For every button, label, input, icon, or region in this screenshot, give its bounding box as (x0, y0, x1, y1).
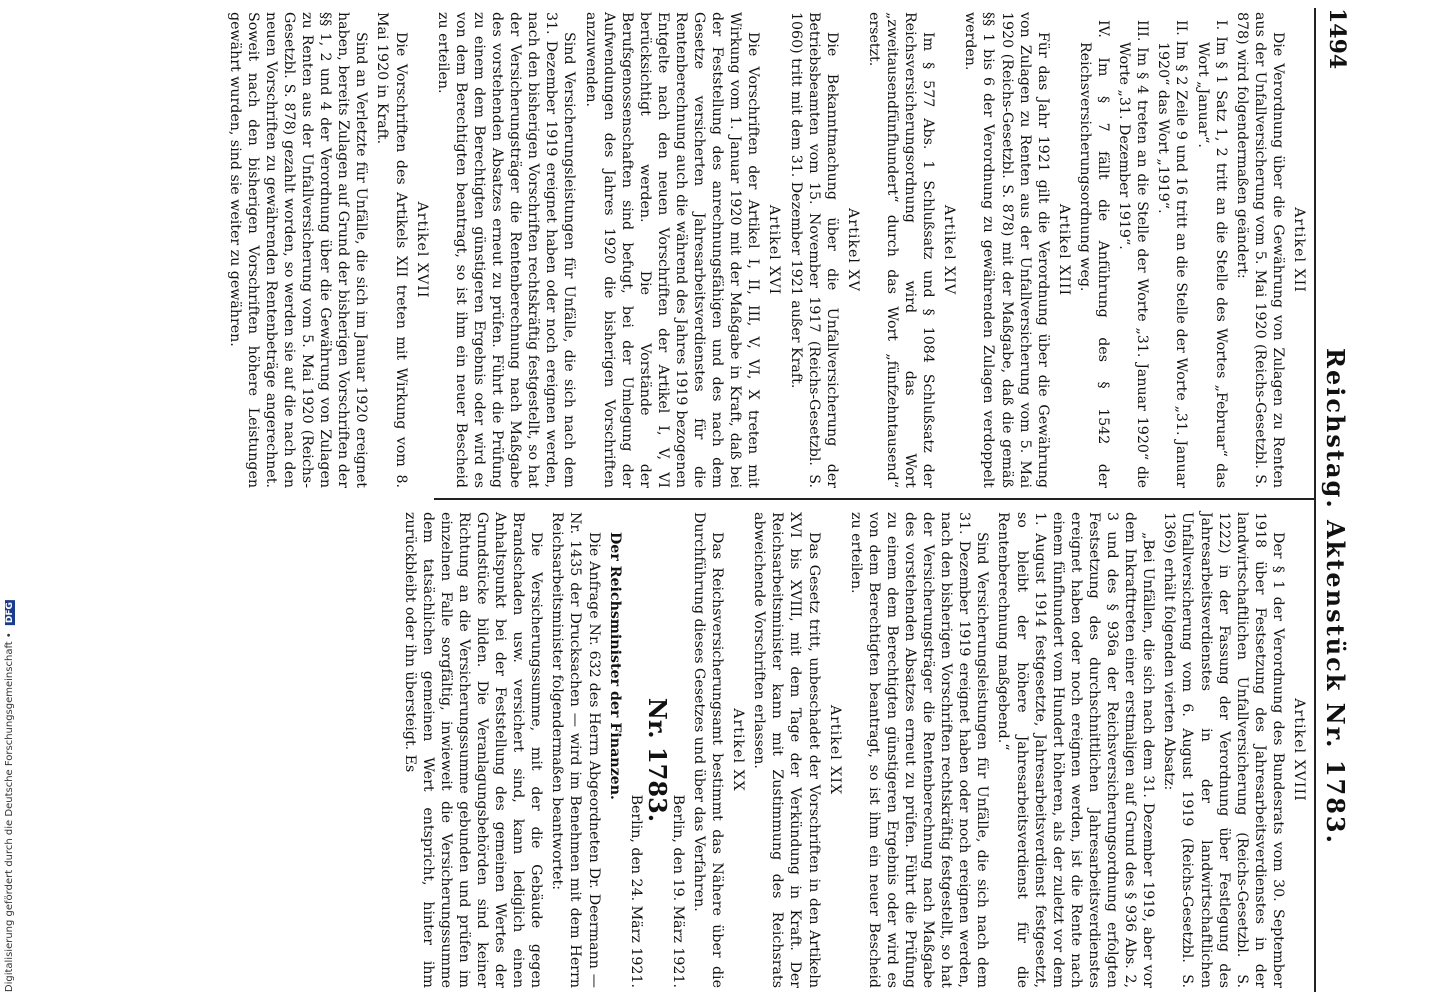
paragraph: „Bei Unfällen, die sich nach dem 31. Dezember 1919, aber vor dem Inkrafttreten einer erstmaligen auf Grund des § 936 Abs. 2, 3 und des § 936a der Reichsversicherungsordnung erfolgten Festsetzung des durchschnittlichen Jahresarbeitsverdienstes ereignet haben oder noch ereignen werden, ist die Rente nach einem fünfhundert vom Hundert höheren, als der zuletzt vor dem 1. August 1914 festgesetzte, Jahresarbeitsverdienst festgesetzt, so bleibt der höhere Jahresarbeitsverdienst für die Rentenberechnung maßgebend.“ (995, 512, 1157, 988)
paragraph: Sind an Verletzte für Unfälle, die sich im Januar 1920 ereignet haben, bereits Zulagen auf Grund der bisherigen Vorschriften der §§ 1, 2 und 4 der Verordnung über die Gewährung von Zulagen zu Renten aus der Unfallversicherung vom 5. Mai 1920 (Reichs-Gesetzbl. S. 878) gezahlt worden, so werden sie auf die nach den neuen Vorschriften zu gewährenden Rentenbeträge angerechnet. Soweit nach den bisherigen Vorschriften höhere Leistungen gewährt wurden, sind sie weiter zu gewähren. (226, 12, 370, 488)
left-column (223, 12, 1308, 488)
paragraph: Für das Jahr 1921 gilt die Verordnung über die Gewährung von Zulagen zu Renten aus der Unfallversicherung vom 5. Mai 1920 (Reichs-Gesetzbl. S. 878) mit der Maßgabe, daß die gemäß §§ 1 bis 6 der Verordnung zu gewährenden Zulagen verdoppelt werden. (962, 12, 1051, 488)
dateline: Berlin, den 24. März 1921. (627, 794, 644, 988)
paragraph: Die Bekanntmachung über die Unfallversicherung der Betriebsbeamten vom 15. November 1917 (Reichs-Gesetzbl. S. 1060) tritt mit dem 31. Dezember 1921 außer Kraft. (787, 12, 840, 488)
article-heading: Artikel XIV (941, 204, 958, 296)
article-heading: Artikel XV (844, 208, 861, 292)
column-divider (434, 498, 1314, 500)
digitization-text: Digitalisierung gefördert durch die Deutsche Forschungsgemeinschaft • (4, 632, 15, 992)
paragraph: Im § 577 Abs. 1 Schlußsatz und § 1084 Schlußsatz der Reichsversicherungsordnung wird das Wort „zweitausendfünfhundert“ durch das Wort „fünfzehntausend“ ersetzt. (865, 12, 937, 488)
article-heading: Artikel XX (730, 708, 747, 792)
paragraph: Das Gesetz tritt, unbeschadet der Vorschriften in den Artikeln XVI bis XVIII, mit dem Tage der Verkündung in Kraft. Der Reichsarbeitsminister kann mit Zustimmung des Reichsrats abweichende Vorschriften erlassen. (751, 512, 822, 988)
paragraph: Die Vorschriften der Artikel I, II, III, V, VI, X treten mit Wirkung vom 1. Januar 1920 mit der Maßgabe in Kraft, daß bei der Feststellung des anrechnungsfähigen und des nach dem Gesetze versicherten Jahresarbeitsverdienstes für die Rentenberechnung auch die während des Jahres 1919 bezogenen Entgelte nach den neuen Vorschriften der Artikel I, V, VI berücksichtigt werden. Die Vorstände der Berufsgenossenschaften sind befugt, bei der Umlegung der Aufwendungen des Jahres 1920 die bisherigen Vorschriften anzuwenden. (582, 12, 762, 488)
dateline: Berlin, den 19. März 1921. (669, 794, 686, 988)
header-rule (1314, 8, 1316, 992)
article-heading: Artikel XVI (766, 204, 783, 296)
paragraph: Sind Versicherungsleistungen für Unfälle, die sich nach dem 31. Dezember 1919 ereignet haben oder noch ereignen werden, nach den bisherigen Vorschriften rechtskräftig festgestellt, so hat der Versicherungsträger die Rentenberechnung nach Maßgabe des vorstehenden Absatzes erneut zu prüfen. Führt die Prüfung zu einem dem Berechtigten günstigeren Ergebnis oder wird es von dem Berechtigten beantragt, so ist ihm ein neuer Bescheid zu erteilen. (847, 512, 991, 988)
article-heading: Artikel XVII (413, 201, 430, 299)
article-heading: Artikel XIX (826, 704, 843, 796)
paragraph: Das Reichsversicherungsamt bestimmt das Nähere über die Durchführung dieses Gesetzes und über das Verfahren. (691, 512, 726, 988)
document-number: Nr. 1783. (642, 697, 672, 823)
list-item: IV. Im § 7 fällt die Anführung des § 1542 der Reichsversicherungsordnung weg. (1076, 20, 1112, 488)
paragraph: Die Verordnung über die Gewährung von Zulagen zu Renten aus der Unfallversicherung vom 5. Mai 1920 (Reichs-Gesetzbl. S. 878) wird folgendermaßen geändert: (1233, 12, 1286, 488)
paragraph: Die Anfrage Nr. 632 des Herrn Abgeordneten Dr. Deermann — Nr. 1435 der Drucksachen — wird im Benehmen mit dem Herrn Reichsarbeitsminister folgendermaßen beantwortet: (549, 512, 602, 988)
list-item: III. Im § 4 treten an die Stelle der Worte „31. Januar 1920“ die Worte „31. Dezember 1919“. (1116, 20, 1151, 488)
digitization-note (4, 600, 15, 992)
page-header (1308, 8, 1368, 992)
page-number: 1494 (1324, 8, 1350, 70)
signatory: Der Reichsminister der Finanzen. (606, 532, 623, 800)
paragraph: Die Vorschriften des Artikels XII treten mit Wirkung vom 8. Mai 1920 in Kraft. (374, 12, 409, 488)
article-heading: Artikel XIII (1055, 203, 1072, 297)
dfg-logo: DFG (5, 601, 15, 623)
page-title: Reichstag. Aktenstück Nr. 1783. (1321, 348, 1350, 845)
paragraph: Der § 1 der Verordnung des Bundesrats vom 30. September 1918 über Festsetzung des Jahresarbeitsverdienstes in der landwirtschaftlichen Unfallversicherung (Reichs-Gesetzbl. S. 1222) in der Fassung der Verordnung über Festlegung des Jahresarbeitsverdienstes in der landwirtschaftlichen Unfallversicherung vom 6. August 1919 (Reichs-Gesetzbl. S. 1369) erhält folgenden vierten Absatz: (1161, 512, 1286, 988)
list-item: II. Im § 2 Zeile 9 und 16 tritt an die Stelle der Worte „31. Januar 1920“ das Wort „1919“. (1155, 20, 1190, 488)
article-heading: Artikel XII (1291, 207, 1307, 293)
article-heading: Artikel XVIII (1291, 698, 1307, 802)
list-item: I. Im § 1 Satz 1, 2 tritt an die Stelle des Wortes „Februar“ das Wort „Januar“. (1194, 20, 1229, 488)
right-column (398, 512, 1309, 988)
paragraph: Die Versicherungssumme, mit der die Gebäude gegen Brandschaden usw. versichert sind, kann lediglich einen Anhaltspunkt bei der Feststellung des gemeinen Wertes der Grundstücke bilden. Die Veranlagungsbehörden sind keiner Richtung an die Versicherungssumme gebunden und prüfen im einzelnen Falle sorgfältig, inwieweit die Versicherungssumme dem tatsächlichen gemeinen Wert entspricht, hinter ihm zurückbleibt oder ihn übersteigt. Es (401, 512, 545, 988)
paragraph: Sind Versicherungsleistungen für Unfälle, die sich nach dem 31. Dezember 1919 ereignet haben oder noch ereignen werden, nach den bisherigen Vorschriften rechtskräftig festgestellt, so hat der Versicherungsträger die Rentenberechnung nach Maßgabe des vorstehenden Absatzes erneut zu prüfen. Führt die Prüfung zu einem dem Berechtigten günstigeren Ergebnis oder wird es von dem Berechtigten beantragt, so ist ihm ein neuer Bescheid zu erteilen. (434, 12, 578, 488)
